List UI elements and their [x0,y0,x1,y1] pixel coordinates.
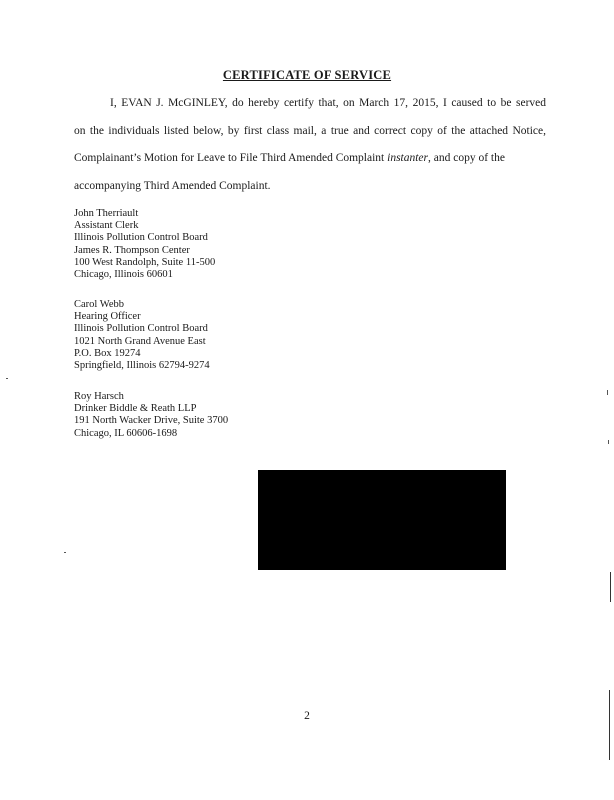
paragraph-line-1: I, EVAN J. McGINLEY, do hereby certify that, on March 17, 2015, I caused to be served [110,97,546,109]
scan-speck [608,440,609,444]
paragraph-line-3-start: Complainant’s Motion for Leave to File Third Amended Complaint [74,152,388,164]
recipient-2-line: Carol Webb [74,299,124,310]
recipient-block-1 [74,208,215,281]
recipient-2-line: Hearing Officer [74,311,141,323]
recipient-1-line: 100 West Randolph, Suite 11-500 [74,256,216,268]
recipient-block-2 [74,299,210,372]
scan-speck [607,390,608,395]
recipient-3-line: Chicago, IL 60606-1698 [74,427,178,439]
recipient-2-line: Illinois Pollution Control Board [74,323,208,335]
recipient-2-line: Springfield, Illinois 62794-9274 [74,360,210,372]
recipient-block-3 [74,391,228,440]
recipient-2-line: P.O. Box 19274 [74,347,141,359]
paragraph-line-2: on the individuals listed below, by first class mail, a true and correct copy of the attached Notice, [74,125,546,137]
recipient-1-line: Illinois Pollution Control Board [74,232,208,244]
scan-edge-line [610,572,611,602]
paragraph-line-3-tail: , and copy of the [428,152,505,164]
instanter-word: instanter [387,152,429,164]
scan-speck [64,552,66,553]
recipient-2-line: 1021 North Grand Avenue East [74,335,206,347]
recipient-1-line: James R. Thompson Center [74,244,190,256]
paragraph-line-4: accompanying Third Amended Complaint. [74,180,271,192]
recipient-1-line: John Therriault [74,208,139,219]
document-title: CERTIFICATE OF SERVICE [222,68,392,82]
recipient-3-line: 191 North Wacker Drive, Suite 3700 [74,415,229,427]
page-number: 2 [304,710,310,722]
recipient-3-line: Roy Harsch [74,391,124,402]
redaction-box [258,470,506,570]
scan-speck [6,378,8,379]
recipient-1-line: Assistant Clerk [74,220,139,232]
recipient-1-line: Chicago, Illinois 60601 [74,269,173,281]
scan-edge-line [609,690,610,760]
recipient-3-line: Drinker Biddle & Reath LLP [74,403,197,415]
paragraph-line-3 [74,152,546,164]
